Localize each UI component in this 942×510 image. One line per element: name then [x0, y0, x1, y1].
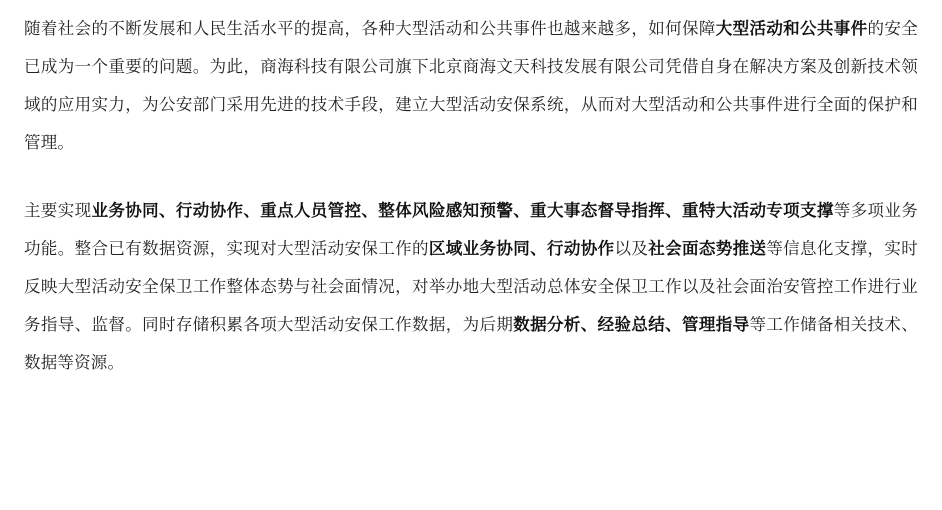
text-run: 以及 — [614, 240, 649, 258]
text-run: 随着社会的不断发展和人民生活水平的提高，各种大型活动和公共事件也越来越多，如何保障 — [24, 20, 716, 38]
text-run: 等信息化支撑，实时反映大型活动安全保卫工作整体态势与社会面情况，对举办地大型活动总体安全保卫工作以及社会面治安管控工作进行业务指导、监督。同时存储积累各项大型活动安保工作数据，为后期 — [24, 240, 918, 334]
text-run: 等工作储备相关技术、数据等资源。 — [24, 316, 918, 372]
text-run: 的安全已成为一个重要的问题。为此，商海科技有限公司旗下北京商海文天科技发展有限公司凭借自身在解决方案及创新技术领域的应用实力，为公安部门采用先进的技术手段，建立大型活动安保系统，从而对大型活动和公共事件进行全面的保护和管理。 — [24, 20, 918, 152]
paragraph-1 — [24, 10, 918, 162]
text-run: 等多项业务功能。整合已有数据资源，实现对大型活动安保工作的 — [24, 202, 918, 258]
paragraph-2 — [24, 192, 918, 382]
text-run-bold: 业务协同、行动协作、重点人员管控、整体风险感知预警、重大事态督导指挥、重特大活动专项支撑 — [91, 202, 834, 220]
text-run: 主要实现 — [24, 202, 92, 220]
text-run-bold: 区域业务协同、行动协作 — [428, 240, 615, 258]
text-run-bold: 大型活动和公共事件 — [715, 20, 868, 38]
text-run-bold: 社会面态势推送 — [648, 240, 767, 258]
text-run-bold: 数据分析、经验总结、管理指导 — [513, 316, 750, 334]
